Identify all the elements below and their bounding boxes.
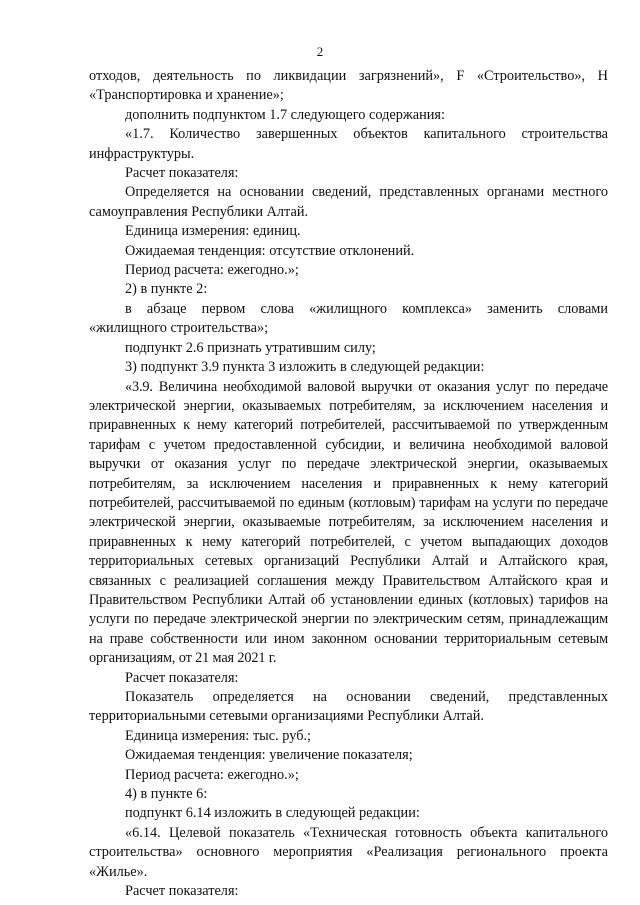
paragraph: Ожидаемая тенденция: увеличение показателя; [125,747,413,764]
paragraph: в абзаце первом слова «жилищного комплекса» заменить словами «жилищного строительства»; [89,300,608,337]
paragraph: 3) подпункт 3.9 пункта 3 изложить в следующей редакции: [125,359,485,376]
paragraph: Единица измерения: тыс. руб.; [125,727,312,744]
document-body [89,67,608,901]
paragraph: Период расчета: ежегодно.»; [125,766,299,783]
paragraph: Ожидаемая тенденция: отсутствие отклонений. [125,242,415,259]
paragraph: подпункт 2.6 признать утратившим силу; [125,339,376,356]
paragraph: Расчет показателя: [125,883,239,900]
paragraph: Расчет показателя: [125,669,239,686]
paragraph: 4) в пункте 6: [125,786,208,803]
paragraph: 2) в пункте 2: [125,281,208,298]
paragraph: «1.7. Количество завершенных объектов капитального строительства инфраструктуры. [89,126,608,162]
paragraph: Период расчета: ежегодно.»; [125,262,299,279]
paragraph: дополнить подпунктом 1.7 следующего содержания: [125,106,445,123]
page-number: 2 [316,44,324,59]
paragraph: Показатель определяется на основании сведений, представленных территориальными сетевыми организациями Республики Алтай. [89,689,608,725]
paragraph: отходов, деятельность по ликвидации загрязнений», F «Строительство», H «Транспортировка и хранение»; [89,68,608,104]
paragraph: Единица измерения: единиц. [125,223,301,240]
paragraph: «3.9. Величина необходимой валовой выручки от оказания услуг по передаче электрической энергии, оказываемых потребителям, за исключением населения и приравненных к нему категорий потребителей, рассчитываемой по утвержденным тарифам с учетом предоставленной субсидии, и величина необходимой валовой выручки от оказания услуг по передаче электрической энергии, оказываемых потребителям, за исключением населения и приравненных к нему категорий потребителей, рассчитываемой по единым (котловым) тарифам на услуги по передаче электрической энергии, оказываемые потребителям, за исключением населения и приравненных к нему категорий потребителей, с учетом выпадающих доходов территориальных сетевых организаций Республики Алтай и Алтайского края, связанных с реализацией соглашения между Правительством Алтайского края и Правительством Республики Алтай об установлении единых (котловых) тарифов на услуги по передаче электрической энергии по электрическим сетям, принадлежащим на праве собственности или ином законном основании территориальным сетевым организациям, от 21 мая 2021 г. [89,378,608,667]
paragraph: подпункт 6.14 изложить в следующей редакции: [125,805,420,822]
paragraph: Расчет показателя: [125,165,239,182]
paragraph: «6.14. Целевой показатель «Техническая готовность объекта капитального строительства» основного мероприятия «Реализация регионального проекта «Жилье». [89,824,608,880]
paragraph: Определяется на основании сведений, представленных органами местного самоуправления Республики Алтай. [89,184,608,220]
